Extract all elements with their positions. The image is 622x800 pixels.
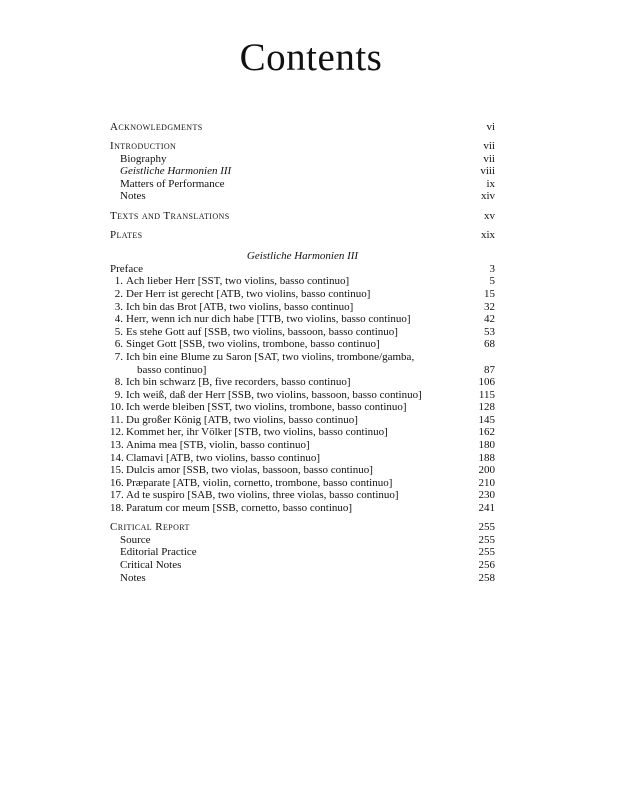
toc-page-number: 200 xyxy=(478,464,495,477)
toc-entry-plates xyxy=(110,229,495,242)
toc-subentry xyxy=(110,153,495,166)
toc-work-title xyxy=(110,489,399,502)
toc-page-number: 230 xyxy=(478,489,495,502)
toc-page-number: 162 xyxy=(478,426,495,439)
toc-work-number: 5. xyxy=(114,325,123,338)
toc-work-entry xyxy=(110,452,495,465)
toc-work-text: Kommet her, ihr Völker [STB, two violins, basso continuo] xyxy=(126,426,388,439)
toc-work-title xyxy=(110,351,414,364)
toc-work-title xyxy=(110,338,380,351)
toc-work-entry xyxy=(110,502,495,515)
toc-work-number: 7. xyxy=(114,350,123,363)
toc-page-number: 255 xyxy=(478,533,495,546)
toc-work-entry-continued xyxy=(110,364,495,377)
toc-page-number: 255 xyxy=(478,546,495,559)
toc-work-number: 14. xyxy=(110,451,124,464)
toc-entry-label: Editorial Practice xyxy=(120,546,197,559)
toc-work-title xyxy=(110,439,310,452)
toc-page-number: xix xyxy=(480,228,495,241)
toc-page-number: 106 xyxy=(478,376,495,389)
toc-page-number: 210 xyxy=(478,476,495,489)
toc-entry-label: Critical Report xyxy=(110,521,190,534)
toc-work-text: Ich weiß, daß der Herr [SSB, two violins, bassoon, basso continuo] xyxy=(126,388,422,401)
toc-page-number: 188 xyxy=(478,451,495,464)
toc-work-entry xyxy=(110,313,495,326)
toc-work-title xyxy=(110,389,422,402)
toc-page-number: xiv xyxy=(480,190,495,203)
toc-entry-label: Source xyxy=(120,533,151,546)
toc-entry-label: Biography xyxy=(120,152,167,165)
toc-work-text: Clamavi [ATB, two violins, basso continuo] xyxy=(126,451,321,464)
toc-work-number: 11. xyxy=(110,413,124,426)
toc-work-number: 17. xyxy=(110,489,124,502)
page-title: Contents xyxy=(239,36,383,79)
toc-work-title xyxy=(110,275,349,288)
toc-work-title xyxy=(110,502,352,515)
toc-page-number: viii xyxy=(480,165,495,178)
critical-report-subentries xyxy=(110,534,495,584)
toc-work-entry xyxy=(110,301,495,314)
toc-page-number: vii xyxy=(483,152,495,165)
toc-entry-label: Acknowledgments xyxy=(110,121,203,133)
toc-work-title xyxy=(110,452,320,465)
toc-work-text: Præparate [ATB, violin, cornetto, trombone, basso continuo] xyxy=(126,476,393,489)
toc-page-number: 87 xyxy=(484,363,495,376)
toc-work-text: Du großer König [ATB, two violins, basso continuo] xyxy=(126,413,358,426)
toc-work-title xyxy=(110,414,358,427)
toc-work-title xyxy=(110,326,398,339)
toc-page-number: 115 xyxy=(478,388,495,401)
toc-page-number: 258 xyxy=(478,571,495,584)
works-list xyxy=(110,275,495,514)
toc-entry-preface xyxy=(110,263,495,276)
toc-work-text: Ich werde bleiben [SST, two violins, trombone, basso continuo] xyxy=(126,401,407,414)
toc-work-number: 8. xyxy=(114,376,123,389)
toc-work-text: Ach lieber Herr [SST, two violins, basso continuo] xyxy=(126,275,350,288)
toc-work-title xyxy=(110,288,370,301)
toc-work-text: Ich bin schwarz [B, five recorders, basso continuo] xyxy=(126,376,351,389)
table-of-contents xyxy=(110,121,495,584)
toc-work-text: Singet Gott [SSB, two violins, trombone, basso continuo] xyxy=(126,338,380,351)
toc-entry-label: Matters of Performance xyxy=(120,177,225,190)
toc-work-number: 9. xyxy=(114,388,123,401)
toc-subentry xyxy=(110,190,495,203)
toc-page-number: 145 xyxy=(478,413,495,426)
toc-page-number: xv xyxy=(484,209,495,222)
toc-work-text: Ich bin das Brot [ATB, two violins, basso continuo] xyxy=(126,300,354,313)
toc-work-entry xyxy=(110,464,495,477)
toc-work-title xyxy=(110,313,411,326)
toc-work-entry xyxy=(110,326,495,339)
toc-page-number: 255 xyxy=(478,521,495,534)
toc-work-entry xyxy=(110,489,495,502)
toc-work-entry xyxy=(110,439,495,452)
toc-work-text: Paratum cor meum [SSB, cornetto, basso continuo] xyxy=(126,502,353,515)
toc-subentry xyxy=(110,546,495,559)
toc-entry-label: Texts and Translations xyxy=(110,209,230,222)
toc-entry-label: Notes xyxy=(120,190,146,203)
toc-work-number: 15. xyxy=(110,464,124,477)
toc-work-number: 4. xyxy=(114,313,123,326)
toc-work-entry xyxy=(110,338,495,351)
toc-work-title xyxy=(110,401,407,414)
toc-work-number: 13. xyxy=(110,439,124,452)
toc-entry-label: Preface xyxy=(110,262,143,275)
toc-work-entry xyxy=(110,376,495,389)
toc-work-number: 3. xyxy=(114,300,123,313)
toc-work-entry xyxy=(110,477,495,490)
toc-work-text: basso continuo] xyxy=(137,363,207,376)
toc-page-number: 241 xyxy=(478,502,495,515)
toc-work-entry xyxy=(110,288,495,301)
toc-page-number: ix xyxy=(486,177,495,190)
toc-work-entry xyxy=(110,426,495,439)
toc-work-text: Anima mea [STB, violin, basso continuo] xyxy=(126,439,310,452)
toc-page-number: 256 xyxy=(478,558,495,571)
toc-work-text: Dulcis amor [SSB, two violas, bassoon, basso continuo] xyxy=(126,464,373,477)
toc-page-number: 128 xyxy=(478,401,495,414)
toc-entry-critical-report xyxy=(110,521,495,534)
toc-entry-label: Critical Notes xyxy=(120,558,182,571)
toc-work-entry xyxy=(110,414,495,427)
toc-page-number: 32 xyxy=(484,300,495,313)
toc-page-number: 5 xyxy=(489,275,495,288)
toc-work-number: 16. xyxy=(110,476,124,489)
introduction-subentries xyxy=(110,153,495,203)
toc-entry-label: Introduction xyxy=(110,140,177,153)
toc-work-number: 10. xyxy=(110,401,124,414)
toc-work-title xyxy=(110,426,388,439)
toc-work-number: 1. xyxy=(114,275,123,288)
toc-work-entry xyxy=(110,389,495,402)
toc-entry-label: Notes xyxy=(120,571,146,584)
toc-page-number: 3 xyxy=(489,262,495,275)
toc-work-text: Es stehe Gott auf [SSB, two violins, bassoon, basso continuo] xyxy=(126,325,398,338)
toc-work-title xyxy=(110,301,353,314)
toc-work-entry xyxy=(110,351,495,364)
toc-page-number: vii xyxy=(483,140,495,153)
toc-page-number: 180 xyxy=(478,439,495,452)
toc-work-text: Der Herr ist gerecht [ATB, two violins, basso continuo] xyxy=(126,287,371,300)
toc-entry-label: Geistliche Harmonien III xyxy=(120,165,232,178)
toc-subentry xyxy=(110,534,495,547)
toc-work-number: 12. xyxy=(110,426,124,439)
toc-work-entry xyxy=(110,275,495,288)
toc-page-number: vi xyxy=(486,121,495,133)
toc-work-title xyxy=(110,464,373,477)
toc-subentry xyxy=(110,559,495,572)
section-heading: Geistliche Harmonien III xyxy=(246,249,359,262)
toc-entry-texts-translations xyxy=(110,210,495,223)
toc-page-number: 68 xyxy=(484,338,495,351)
toc-entry-acknowledgments xyxy=(110,121,495,134)
toc-subentry xyxy=(110,165,495,178)
toc-work-title xyxy=(110,376,351,389)
toc-entry-label: Plates xyxy=(110,228,143,241)
toc-page-number: 15 xyxy=(484,287,495,300)
toc-work-text: Ich bin eine Blume zu Saron [SAT, two violins, trombone/gamba, xyxy=(126,350,415,363)
toc-work-number: 18. xyxy=(110,502,124,515)
toc-work-text: Ad te suspiro [SAB, two violins, three violas, basso continuo] xyxy=(126,489,399,502)
toc-page-number: 42 xyxy=(484,313,495,326)
toc-work-number: 6. xyxy=(114,338,123,351)
toc-entry-introduction xyxy=(110,140,495,153)
toc-work-text: Herr, wenn ich nur dich habe [TTB, two violins, basso continuo] xyxy=(126,313,411,326)
toc-subentry xyxy=(110,178,495,191)
toc-work-title xyxy=(110,477,392,490)
toc-page-number: 53 xyxy=(484,325,495,338)
toc-subentry xyxy=(110,572,495,585)
toc-work-entry xyxy=(110,401,495,414)
toc-work-number: 2. xyxy=(114,287,123,300)
